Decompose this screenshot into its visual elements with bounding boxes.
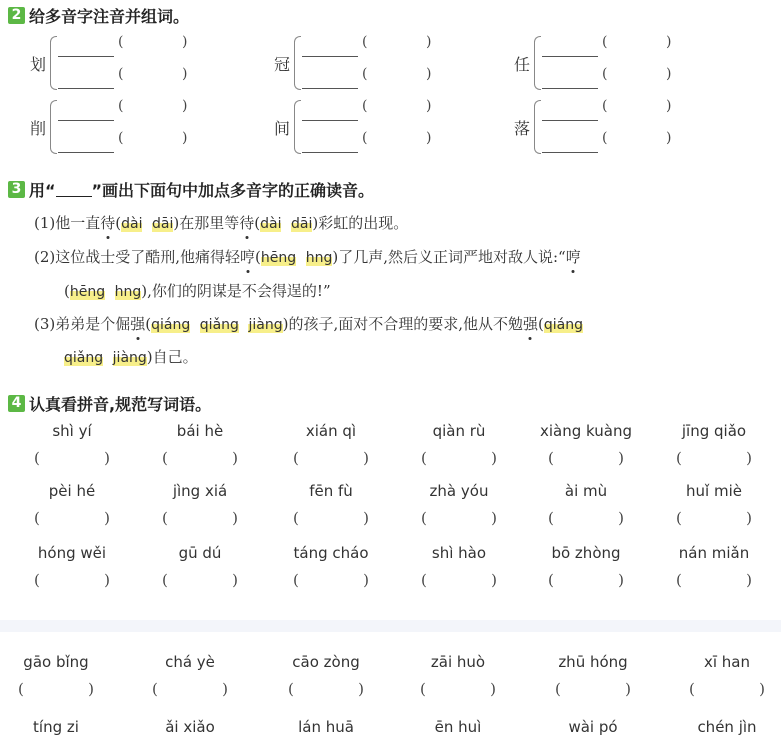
answer-box[interactable]: [420, 680, 496, 698]
close-paren: ): [358, 680, 364, 698]
pinyin-word: zhà yóu: [429, 482, 489, 500]
open-paren: (: [362, 66, 368, 82]
pinyin-word: wài pó: [568, 718, 618, 736]
open-paren: (: [420, 680, 426, 698]
answer-box[interactable]: [689, 680, 765, 698]
pinyin-word: bō zhòng: [551, 544, 621, 562]
answer-box[interactable]: [676, 571, 752, 589]
polyphone-group: [274, 32, 474, 92]
section-2-header: [8, 4, 189, 27]
pinyin-word: jīng qiǎo: [681, 422, 747, 440]
close-paren: ): [182, 130, 188, 146]
open-paren: (: [421, 509, 427, 527]
open-paren: (: [548, 449, 554, 467]
close-paren: ): [426, 34, 432, 50]
close-paren: ): [182, 66, 188, 82]
polyphone-char: 任: [514, 55, 531, 74]
title-part: 用“: [29, 181, 56, 200]
pinyin-option[interactable]: qiǎng: [199, 317, 239, 333]
text: )了几声,然后义正词严地对敌人说:“: [332, 248, 566, 266]
pinyin-word: nán miǎn: [678, 544, 750, 562]
open-paren: (: [152, 680, 158, 698]
polyphone-group: [30, 32, 230, 92]
answer-line[interactable]: [302, 120, 358, 121]
text: [281, 214, 291, 232]
dotted-char: 待: [239, 214, 255, 232]
sentence-line: [34, 212, 408, 233]
pinyin-option[interactable]: hng: [114, 284, 142, 300]
pinyin-option[interactable]: jiàng: [112, 350, 147, 366]
pinyin-option[interactable]: dāi: [291, 216, 313, 232]
answer-line[interactable]: [542, 152, 598, 153]
section-title: 认真看拼音,规范写词语。: [29, 395, 212, 414]
sentence-line: [64, 280, 331, 301]
pinyin-word: fēn fù: [309, 482, 353, 500]
text: (: [64, 282, 70, 300]
section-3-header: [8, 178, 374, 201]
open-paren: (: [602, 34, 608, 50]
brace: [50, 36, 57, 90]
polyphone-group: [514, 96, 714, 156]
answer-box[interactable]: [162, 571, 238, 589]
answer-box[interactable]: [34, 449, 110, 467]
open-paren: (: [34, 571, 40, 589]
open-paren: (: [162, 571, 168, 589]
section-4-header: [8, 392, 211, 415]
pinyin-word: zāi huò: [430, 653, 486, 671]
close-paren: ): [666, 66, 672, 82]
pinyin-word: gāo bǐng: [23, 653, 89, 671]
close-paren: ): [666, 98, 672, 114]
pinyin-option[interactable]: hēng: [69, 284, 106, 300]
answer-line[interactable]: [542, 56, 598, 57]
answer-line[interactable]: [58, 88, 114, 89]
pinyin-option[interactable]: qiǎng: [64, 350, 104, 366]
close-paren: ): [232, 449, 238, 467]
close-paren: ): [104, 509, 110, 527]
title-part: ”画出下面句中加点多音字的正确读音。: [91, 181, 375, 200]
pinyin-word: jìng xiá: [172, 482, 228, 500]
pinyin-word: lán huā: [298, 718, 354, 736]
pinyin-word: zhū hóng: [558, 653, 628, 671]
pinyin-word: gū dú: [178, 544, 222, 562]
close-paren: ): [618, 449, 624, 467]
pinyin-option[interactable]: hēng: [260, 250, 297, 266]
sentence-line: [34, 246, 581, 267]
text: (1)他一直: [34, 214, 101, 232]
open-paren: (: [362, 98, 368, 114]
text: (: [538, 315, 544, 333]
open-paren: (: [602, 66, 608, 82]
section-number: 2: [8, 7, 25, 24]
open-paren: (: [548, 571, 554, 589]
pinyin-word: tíng zi: [33, 718, 79, 736]
close-paren: ): [426, 130, 432, 146]
pinyin-word: táng cháo: [293, 544, 369, 562]
answer-box[interactable]: [421, 449, 497, 467]
pinyin-option[interactable]: jiàng: [248, 317, 283, 333]
answer-box[interactable]: [421, 509, 497, 527]
pinyin-option[interactable]: hng: [305, 250, 333, 266]
open-paren: (: [288, 680, 294, 698]
open-paren: (: [293, 449, 299, 467]
open-paren: (: [421, 571, 427, 589]
pinyin-word: xī han: [703, 653, 751, 671]
open-paren: (: [118, 66, 124, 82]
close-paren: ): [746, 449, 752, 467]
answer-box[interactable]: [548, 449, 624, 467]
answer-line[interactable]: [542, 120, 598, 121]
polyphone-group: [30, 96, 230, 156]
polyphone-char: 落: [514, 119, 531, 138]
close-paren: ): [625, 680, 631, 698]
pinyin-word: ài mù: [564, 482, 608, 500]
dotted-char: 强: [522, 315, 538, 333]
close-paren: ): [618, 571, 624, 589]
text: (: [255, 248, 261, 266]
answer-box[interactable]: [555, 680, 631, 698]
text: [296, 248, 306, 266]
answer-line[interactable]: [302, 88, 358, 89]
answer-box[interactable]: [676, 449, 752, 467]
open-paren: (: [421, 449, 427, 467]
close-paren: ): [491, 509, 497, 527]
answer-line[interactable]: [58, 120, 114, 121]
dotted-char: 强: [130, 315, 146, 333]
polyphone-char: 削: [30, 119, 47, 138]
text: )自己。: [146, 348, 198, 366]
close-paren: ): [104, 571, 110, 589]
open-paren: (: [18, 680, 24, 698]
answer-box[interactable]: [676, 509, 752, 527]
pinyin-word: chén jìn: [697, 718, 757, 736]
pinyin-word: chá yè: [165, 653, 215, 671]
open-paren: (: [162, 449, 168, 467]
pinyin-word: xiàng kuàng: [540, 422, 632, 440]
close-paren: ): [363, 449, 369, 467]
text: (2)这位战士受了酷刑,他痛得轻: [34, 248, 241, 266]
close-paren: ): [491, 449, 497, 467]
brace: [294, 36, 301, 90]
text: [105, 282, 115, 300]
text: (: [115, 214, 122, 232]
close-paren: ): [363, 509, 369, 527]
open-paren: (: [676, 571, 682, 589]
polyphone-group: [514, 32, 714, 92]
answer-box[interactable]: [293, 571, 369, 589]
close-paren: ): [490, 680, 496, 698]
open-paren: (: [548, 509, 554, 527]
underline-sample: [56, 182, 92, 197]
brace: [294, 100, 301, 154]
open-paren: (: [118, 98, 124, 114]
answer-box[interactable]: [34, 509, 110, 527]
answer-box[interactable]: [288, 680, 364, 698]
open-paren: (: [34, 509, 40, 527]
text: [103, 348, 113, 366]
close-paren: ): [666, 130, 672, 146]
close-paren: ): [666, 34, 672, 50]
answer-box[interactable]: [548, 509, 624, 527]
close-paren: ): [182, 98, 188, 114]
answer-box[interactable]: [152, 680, 228, 698]
pinyin-word: cāo zòng: [292, 653, 360, 671]
open-paren: (: [676, 509, 682, 527]
pinyin-word: huǐ miè: [686, 482, 742, 500]
open-paren: (: [293, 509, 299, 527]
answer-box[interactable]: [293, 509, 369, 527]
pinyin-word: shì hào: [431, 544, 487, 562]
answer-box[interactable]: [293, 449, 369, 467]
close-paren: ): [232, 571, 238, 589]
open-paren: (: [293, 571, 299, 589]
close-paren: ): [222, 680, 228, 698]
sentence-line: [34, 313, 583, 334]
answer-line[interactable]: [58, 152, 114, 153]
close-paren: ): [88, 680, 94, 698]
answer-line[interactable]: [542, 88, 598, 89]
section-title: 给多音字注音并组词。: [29, 7, 190, 26]
page-gap: [0, 620, 781, 632]
open-paren: (: [689, 680, 695, 698]
close-paren: ): [104, 449, 110, 467]
pinyin-word: ǎi xiǎo: [165, 718, 215, 736]
close-paren: ): [759, 680, 765, 698]
answer-box[interactable]: [162, 509, 238, 527]
pinyin-option[interactable]: dài: [260, 216, 282, 232]
close-paren: ): [491, 571, 497, 589]
text: )的孩子,面对不合理的要求,他从不勉: [282, 315, 523, 333]
polyphone-char: 划: [30, 55, 47, 74]
open-paren: (: [118, 34, 124, 50]
pinyin-option[interactable]: qiáng: [543, 317, 583, 333]
text: )彩虹的出现。: [312, 214, 409, 232]
dotted-char: 待: [100, 214, 116, 232]
polyphone-char: 间: [274, 119, 291, 138]
close-paren: ): [618, 509, 624, 527]
open-paren: (: [362, 34, 368, 50]
answer-box[interactable]: [162, 449, 238, 467]
answer-box[interactable]: [18, 680, 94, 698]
brace: [50, 100, 57, 154]
close-paren: ): [182, 34, 188, 50]
answer-line[interactable]: [302, 56, 358, 57]
close-paren: ): [426, 98, 432, 114]
brace: [534, 36, 541, 90]
text: (: [254, 214, 261, 232]
sentence-line: [64, 346, 198, 367]
text: (3)弟弟是个倔: [34, 315, 131, 333]
brace: [534, 100, 541, 154]
section-number: 4: [8, 395, 25, 412]
text: [190, 315, 200, 333]
pinyin-word: shì yí: [52, 422, 92, 440]
pinyin-word: xián qì: [305, 422, 357, 440]
pinyin-option[interactable]: dài: [121, 216, 143, 232]
pinyin-word: pèi hé: [48, 482, 96, 500]
answer-box[interactable]: [548, 571, 624, 589]
open-paren: (: [118, 130, 124, 146]
pinyin-word: ēn huì: [434, 718, 482, 736]
polyphone-group: [274, 96, 474, 156]
open-paren: (: [34, 449, 40, 467]
pinyin-word: hóng wěi: [37, 544, 107, 562]
close-paren: ): [232, 509, 238, 527]
pinyin-option[interactable]: dāi: [152, 216, 174, 232]
open-paren: (: [162, 509, 168, 527]
answer-line[interactable]: [302, 152, 358, 153]
pinyin-word: qiàn rù: [432, 422, 486, 440]
dotted-char: 哼: [565, 248, 581, 266]
polyphone-char: 冠: [274, 55, 291, 74]
open-paren: (: [676, 449, 682, 467]
section-number: 3: [8, 181, 25, 198]
dotted-char: 哼: [240, 248, 256, 266]
close-paren: ): [746, 571, 752, 589]
open-paren: (: [362, 130, 368, 146]
answer-line[interactable]: [58, 56, 114, 57]
text: [142, 214, 152, 232]
text: )在那里等: [173, 214, 240, 232]
open-paren: (: [555, 680, 561, 698]
pinyin-option[interactable]: qiáng: [151, 317, 191, 333]
answer-box[interactable]: [421, 571, 497, 589]
open-paren: (: [602, 98, 608, 114]
close-paren: ): [426, 66, 432, 82]
close-paren: ): [746, 509, 752, 527]
text: ),你们的阴谋是不会得逞的!”: [141, 282, 331, 300]
open-paren: (: [602, 130, 608, 146]
pinyin-word: bái hè: [176, 422, 224, 440]
answer-box[interactable]: [34, 571, 110, 589]
text: (: [145, 315, 152, 333]
close-paren: ): [363, 571, 369, 589]
